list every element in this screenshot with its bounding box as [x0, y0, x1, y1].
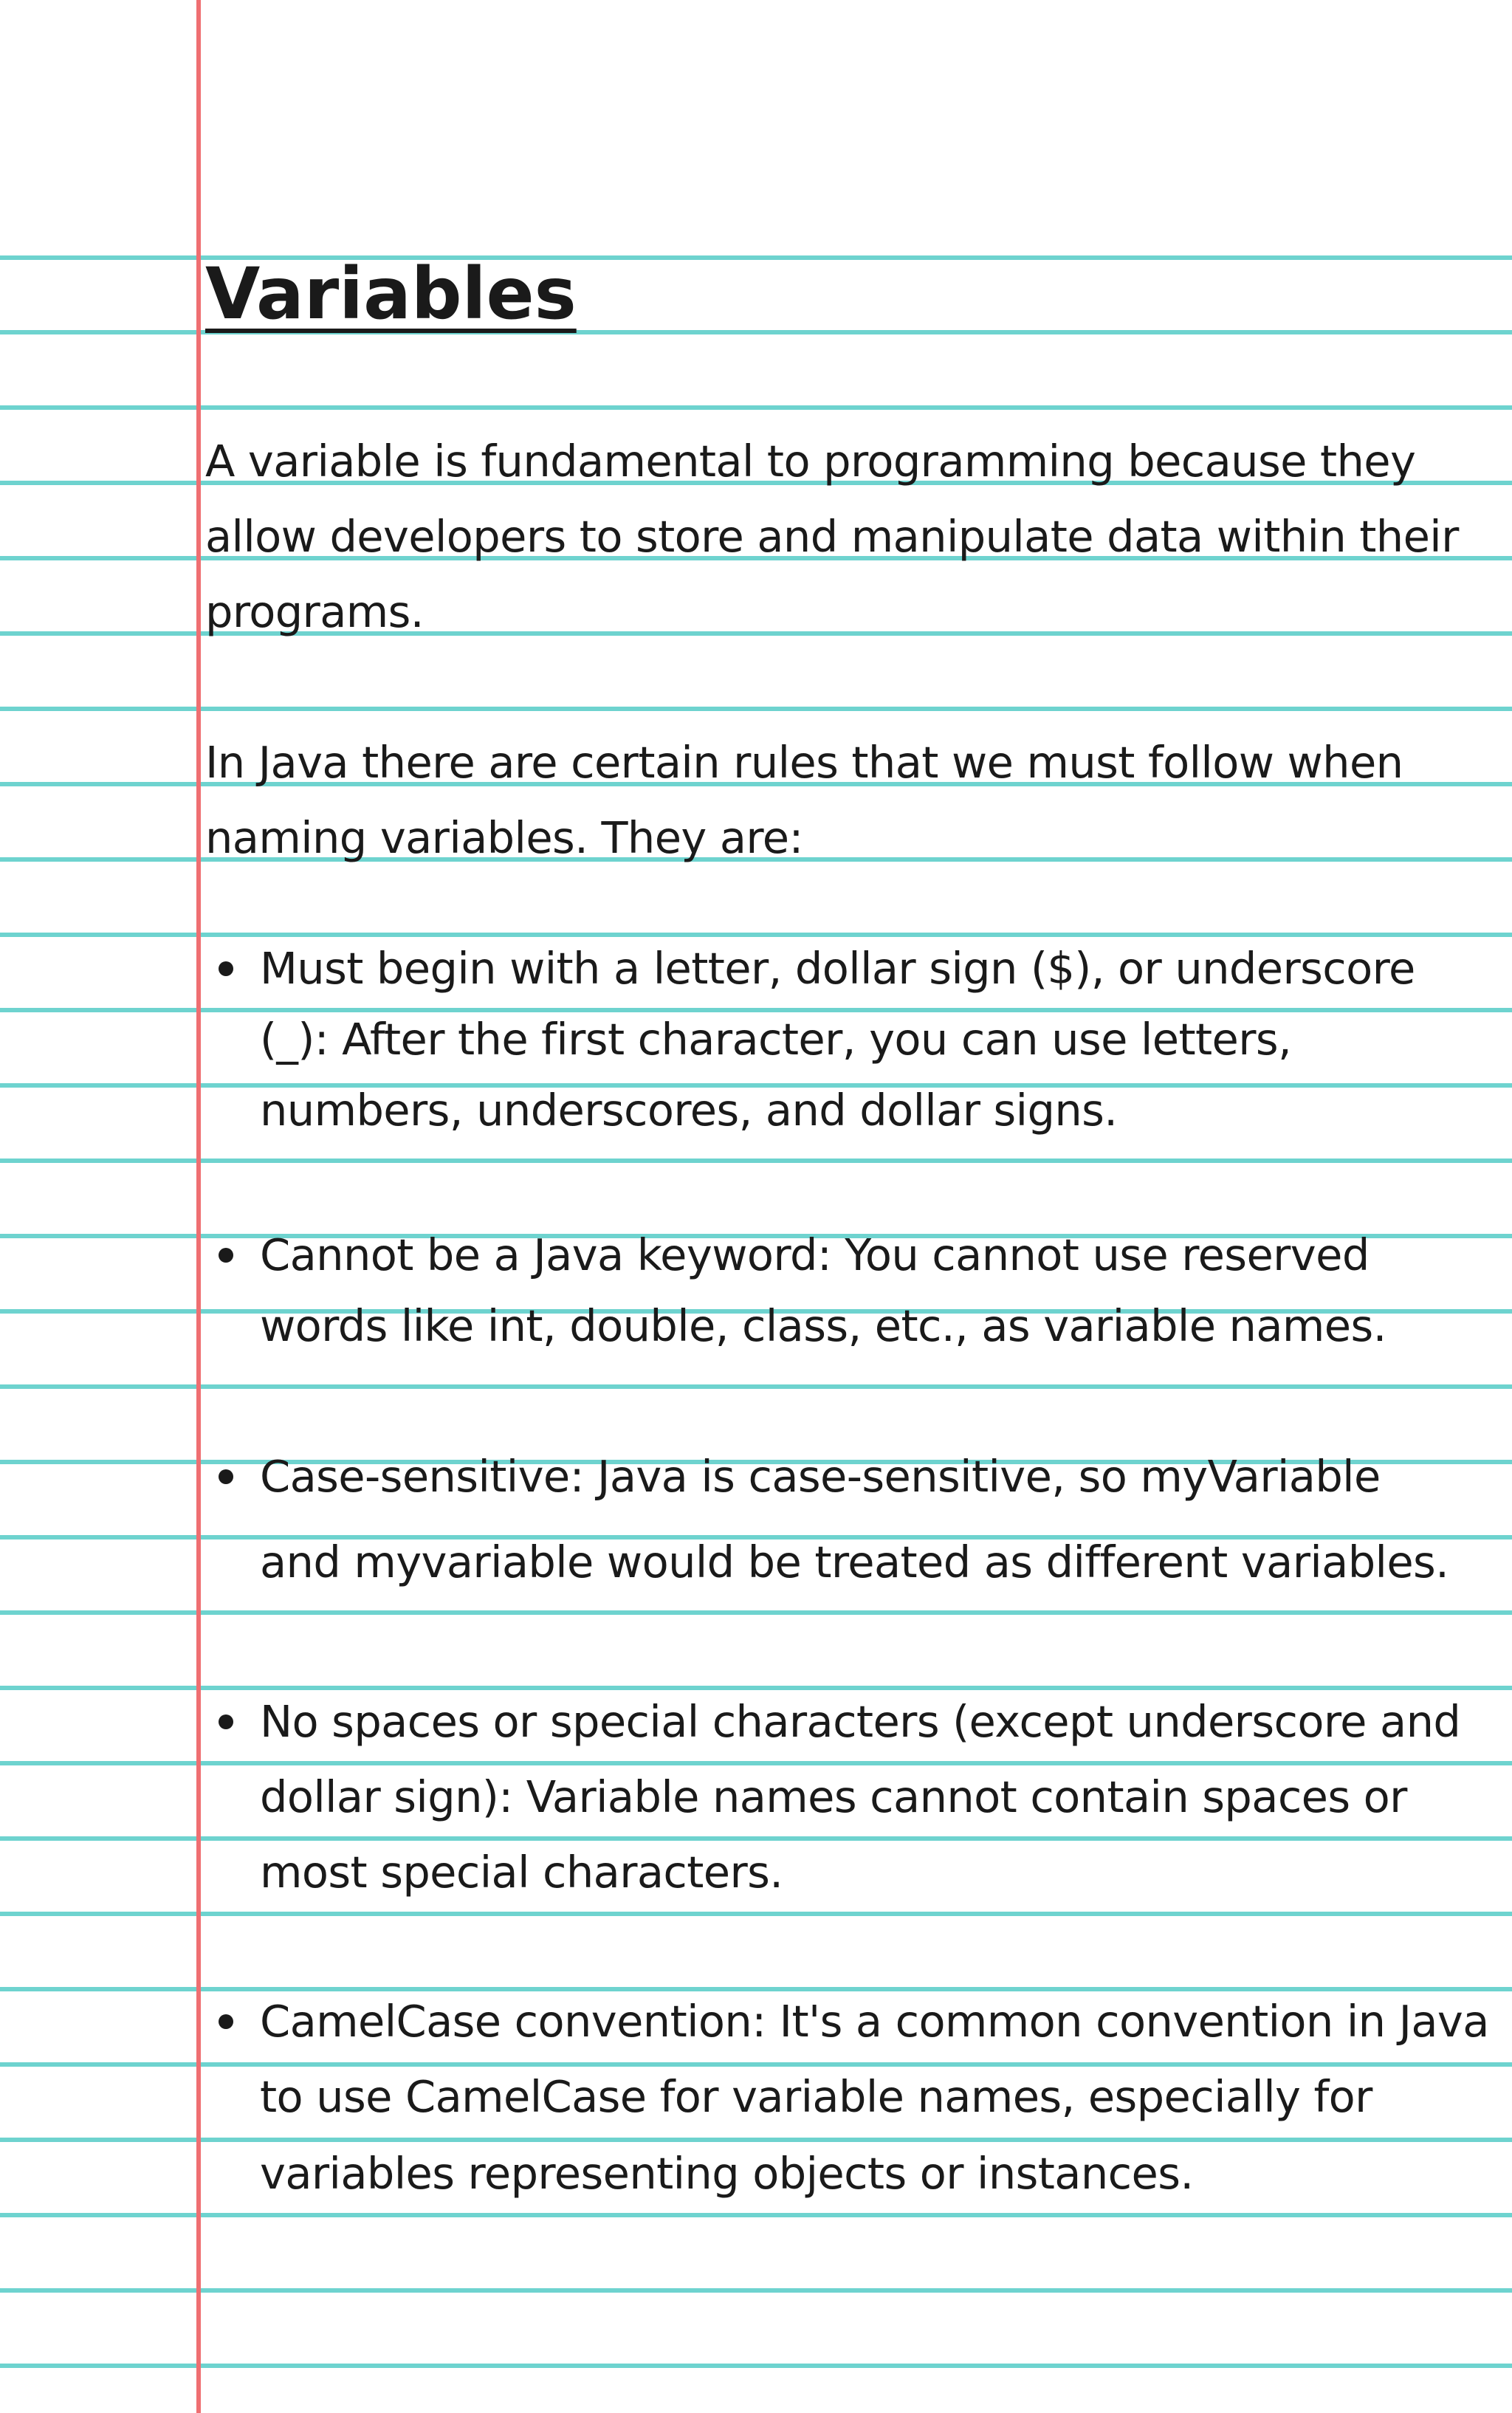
rule-line — [0, 2288, 1512, 2293]
list-item-line: to use CamelCase for variable names, especially for — [260, 2071, 1372, 2122]
bullet-icon — [219, 1469, 233, 1484]
bullet-icon — [219, 961, 233, 976]
list-item-line: (_): After the first character, you can use letters, — [260, 1014, 1292, 1065]
intro-line: programs. — [205, 586, 424, 637]
intro-line: allow developers to store and manipulate data within their — [205, 511, 1459, 562]
rules-intro-line: In Java there are certain rules that we must follow when — [205, 737, 1403, 788]
margin-line — [196, 0, 201, 2413]
rule-line — [0, 2364, 1512, 2368]
rule-line — [0, 1610, 1512, 1615]
list-item-line: Case-sensitive: Java is case-sensitive, so myVariable — [260, 1451, 1381, 1502]
rule-line — [0, 1912, 1512, 1916]
rule-line — [0, 1384, 1512, 1389]
bullet-icon — [219, 1714, 233, 1729]
list-item-line: Must begin with a letter, dollar sign ($), or underscore — [260, 943, 1415, 994]
bullet-icon — [219, 1248, 233, 1263]
list-item-line: Cannot be a Java keyword: You cannot use reserved — [260, 1229, 1370, 1280]
bullet-icon — [219, 2014, 233, 2029]
list-item-line: No spaces or special characters (except underscore and — [260, 1696, 1461, 1747]
list-item-line: dollar sign): Variable names cannot contain spaces or — [260, 1771, 1407, 1822]
list-item-line: variables representing objects or instances. — [260, 2148, 1194, 2199]
rule-line — [0, 405, 1512, 410]
rule-line — [0, 2213, 1512, 2217]
rules-intro-line: naming variables. They are: — [205, 812, 803, 863]
rule-line — [0, 1159, 1512, 1163]
list-item-line: CamelCase convention: It's a common convention in Java — [260, 1996, 1489, 2047]
rule-line — [0, 707, 1512, 711]
intro-line: A variable is fundamental to programming because they — [205, 436, 1416, 487]
list-item-line: words like int, double, class, etc., as variable names. — [260, 1300, 1386, 1351]
list-item-line: numbers, underscores, and dollar signs. — [260, 1085, 1118, 1136]
list-item-line: most special characters. — [260, 1847, 783, 1898]
page-title: Variables — [205, 253, 577, 335]
list-item-line: and myvariable would be treated as different variables. — [260, 1537, 1449, 1588]
